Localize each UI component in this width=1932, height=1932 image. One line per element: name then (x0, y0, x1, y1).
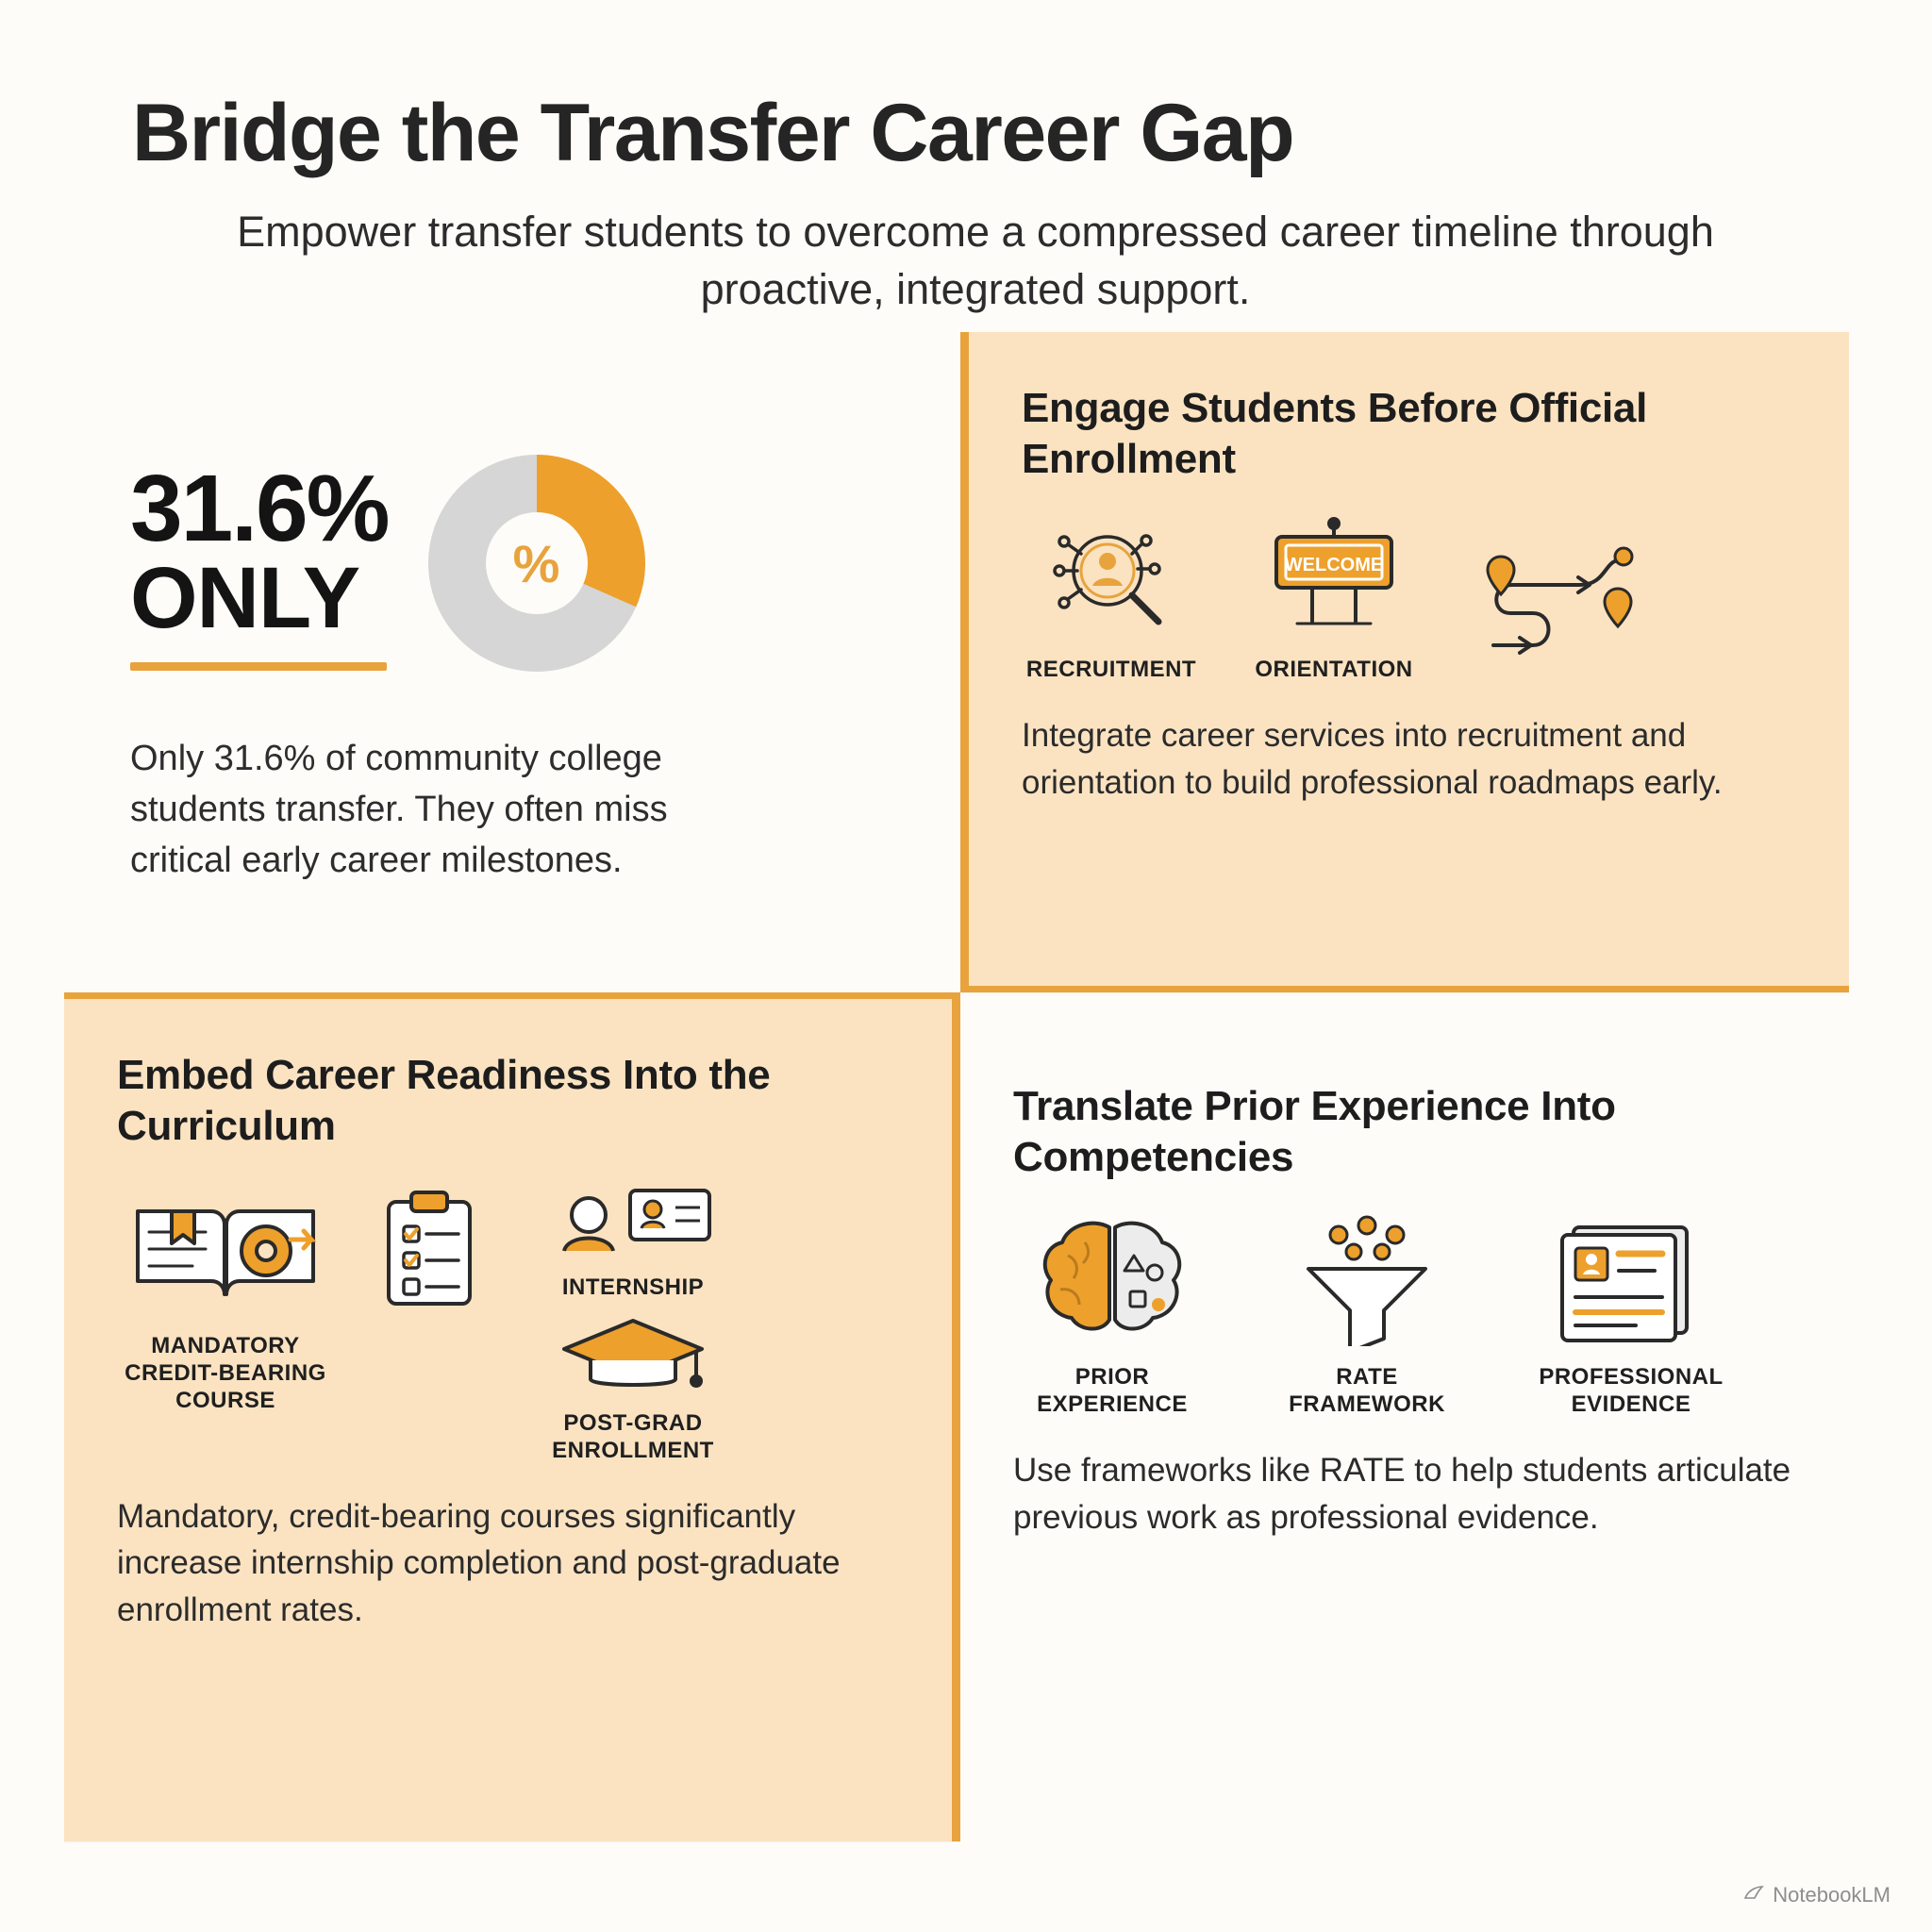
stat-value: 31.6% (130, 455, 389, 561)
stat-emphasis: ONLY (130, 549, 360, 646)
recruitment-search-icon (1026, 516, 1196, 643)
card-translate-icons (1013, 1214, 1796, 1419)
open-book-gear-icon (125, 1183, 327, 1320)
card-engage (960, 332, 1849, 992)
stat-figures (130, 457, 389, 671)
card-engage-title: Engage Students Before Official Enrollment (1022, 385, 1648, 482)
icon-item (117, 1183, 334, 1414)
header (0, 0, 1932, 319)
welcome-sign-icon (1254, 516, 1414, 643)
icon-caption: INTERNSHIP (561, 1274, 705, 1301)
icon-item (358, 1183, 500, 1333)
stat-description: Only 31.6% of community college students transfer. They often miss critical early career milestones. (130, 739, 668, 880)
icon-item (1268, 1214, 1466, 1419)
icon-item (1013, 1214, 1211, 1419)
icon-caption: POST-GRAD ENROLLMENT (552, 1410, 714, 1463)
icon-caption: PRIOR EXPERIENCE (1037, 1364, 1188, 1418)
icon-caption: PROFESSIONAL EVIDENCE (1539, 1364, 1724, 1418)
stat-underline (130, 662, 387, 671)
donut-chart (428, 455, 645, 672)
stat-row (130, 455, 894, 672)
content-grid (83, 385, 1849, 1841)
card-embed (64, 992, 960, 1841)
card-engage-body: Integrate career services into recruitment and orientation to build professional roadmaps early. (1022, 717, 1723, 801)
svg-text:WELCOME: WELCOME (1284, 555, 1384, 576)
card-engage-icons (1022, 516, 1796, 684)
page-title: Bridge the Transfer Career Gap (132, 88, 1294, 178)
donut-center-label: % (486, 512, 588, 614)
internship-badge-icon (543, 1183, 723, 1261)
card-translate (960, 1030, 1849, 1841)
funnel-icon (1282, 1214, 1452, 1351)
card-embed-body: Mandatory, credit-bearing courses significantly increase internship completion and post-graduate enrollment rates. (117, 1497, 841, 1629)
checklist-clipboard-icon (368, 1183, 491, 1320)
icon-caption: ORIENTATION (1255, 657, 1413, 683)
roadmap-path-icon (1467, 543, 1646, 671)
icon-caption: RECRUITMENT (1025, 657, 1197, 683)
card-engage-surface (960, 332, 1849, 992)
page-subtitle: Empower transfer students to overcome a compressed career timeline through proactive, integrated support. (237, 208, 1714, 314)
icon-caption: RATE FRAMEWORK (1289, 1364, 1445, 1418)
icon-item (525, 1183, 741, 1464)
graduation-cap-icon (553, 1311, 713, 1397)
brain-icon (1023, 1214, 1202, 1351)
card-embed-surface (64, 992, 960, 1841)
card-embed-title: Embed Career Readiness Into the Curriculum (117, 1052, 771, 1149)
icon-item (1022, 516, 1201, 684)
card-translate-title: Translate Prior Experience Into Competencies (1013, 1083, 1616, 1180)
stat-block (83, 426, 960, 1030)
notebooklm-logo-icon (1743, 1883, 1764, 1907)
icon-item (1523, 1214, 1740, 1419)
icon-item (1467, 543, 1646, 684)
watermark-label: NotebookLM (1773, 1883, 1890, 1907)
card-translate-body: Use frameworks like RATE to help students articulate previous work as professional evidence. (1013, 1451, 1791, 1536)
card-embed-icons (117, 1183, 899, 1464)
icon-item (1244, 516, 1424, 684)
resume-document-icon (1541, 1214, 1721, 1351)
watermark (1743, 1883, 1890, 1907)
icon-caption: MANDATORY CREDIT-BEARING COURSE (125, 1333, 326, 1413)
